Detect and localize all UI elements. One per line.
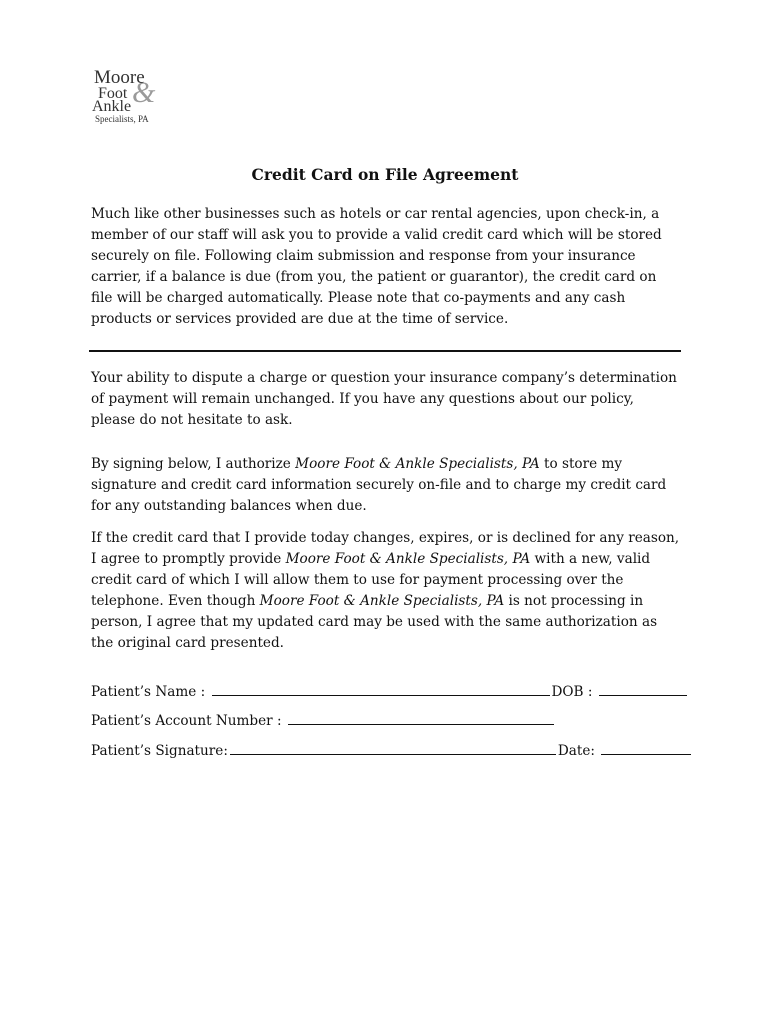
authorization-text-start: By signing below, I authorize — [91, 456, 296, 472]
account-number-field[interactable] — [288, 711, 554, 725]
card-change-paragraph — [91, 528, 681, 654]
date-field[interactable] — [601, 741, 691, 755]
signature-label: Patient’s Signature: — [91, 743, 228, 759]
authorization-paragraph — [91, 454, 681, 517]
card-change-text-1: If the credit card that I provide today changes, expires, or is declined for any reason, I agree to promptly provide — [91, 530, 680, 567]
signature-row — [91, 741, 693, 760]
card-change-text-3: is not processing in person, I agree that my updated card may be used with the same authorization as the original card presented. — [91, 593, 658, 651]
account-number-row — [91, 711, 556, 730]
intro-paragraph: Much like other businesses such as hotels or car rental agencies, upon check-in, a member of our staff will ask you to provide a valid credit card which will be stored securely on file. Following claim submission and response from your insurance carrier, if a balance is due (from you, the patient or guarantor), the credit card on file will be charged automatically. Please note that co-payments and any cash products or services provided are due at the time of service. — [91, 206, 662, 327]
logo-word-moore: Moore — [94, 67, 145, 88]
date-label: Date: — [557, 743, 595, 759]
authorization-text-end: to store my signature and credit card information securely on-file and to charge my credit card for any outstanding balances when due. — [91, 456, 667, 514]
logo-word-foot: Foot — [98, 85, 128, 102]
practice-name: Moore Foot & Ankle Specialists, PA — [285, 551, 531, 567]
document-title: Credit Card on File Agreement — [251, 165, 519, 184]
dispute-paragraph: Your ability to dispute a charge or question your insurance company’s determination of payment will remain unchanged. If you have any questions about our policy, please do not hesitate to ask. — [91, 370, 677, 428]
logo-word-ankle: Ankle — [92, 98, 132, 115]
patient-name-label: Patient’s Name : — [91, 684, 206, 700]
signature-field[interactable] — [230, 741, 556, 755]
section-divider — [89, 350, 681, 352]
account-number-label: Patient’s Account Number : — [91, 713, 282, 729]
logo-tagline: Specialists, PA — [95, 114, 149, 124]
dob-label: DOB : — [551, 684, 593, 700]
logo-ampersand: & — [132, 76, 156, 109]
patient-name-field[interactable] — [212, 682, 550, 696]
dob-field[interactable] — [599, 682, 687, 696]
card-change-text-2: with a new, valid credit card of which I will allow them to use for payment processing over the telephone. Even though — [91, 551, 651, 609]
practice-logo — [92, 66, 182, 128]
practice-name: Moore Foot & Ankle Specialists, PA — [295, 456, 540, 472]
patient-name-row — [91, 682, 689, 701]
practice-name: Moore Foot & Ankle Specialists, PA — [259, 593, 505, 609]
